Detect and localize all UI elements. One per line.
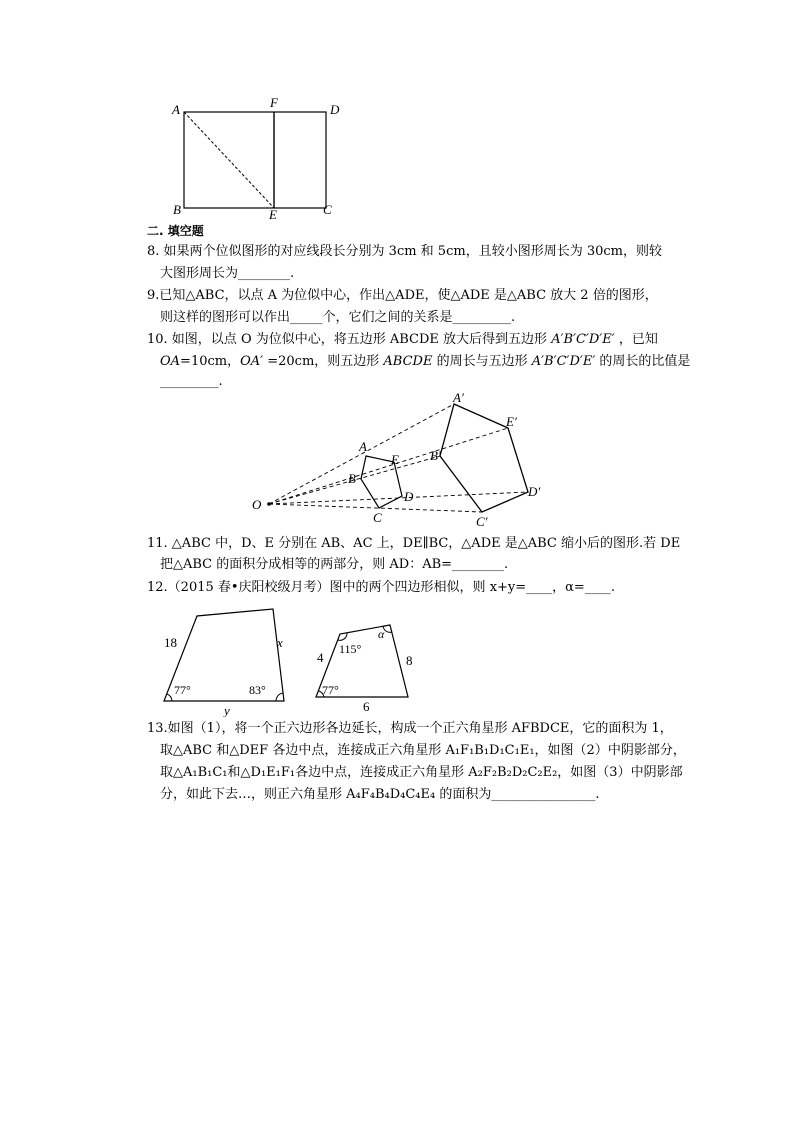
right-side-6: 6 <box>363 699 370 714</box>
label-b-prime: B′ <box>430 448 441 463</box>
label-b: B <box>173 202 181 217</box>
q10-line2-g: A′B′C′D′E′ <box>531 354 596 369</box>
label-o: O <box>252 497 262 512</box>
label-d-prime: D′ <box>528 484 541 499</box>
q13-line4: 分，如此下去…，则正六角星形 A₄F₄B₄D₄C₄E₄ 的面积为________________. <box>160 787 600 802</box>
q10-line2-b: =10cm， <box>180 354 241 369</box>
q10-line2-a: OA <box>160 354 181 369</box>
left-side-x: x <box>277 635 283 650</box>
q10-line1-c: ，已知 <box>618 332 658 347</box>
q10-line2 <box>160 353 690 371</box>
section-heading: 二. 填空题 <box>147 224 204 238</box>
right-side-8: 8 <box>406 653 413 668</box>
q10-line2-f: 的周长与五边形 <box>432 354 532 369</box>
q9-line2: 则这样的图形可以作出_____个，它们之间的关系是_________. <box>160 310 516 325</box>
q13-line1: 13.如图（1），将一个正六边形各边延长，构成一个正六角星形 AFBDCE，它的面积为 1， <box>147 721 673 736</box>
similar-quadrilaterals-figure <box>150 605 430 717</box>
pentagon-homothety-figure <box>240 388 580 533</box>
label-d: D <box>330 102 340 117</box>
q10-line1-a: 10. 如图，以点 O 为位似中心，将五边形 ABCDE 放大后得到五边形 <box>147 332 548 347</box>
label-f: F <box>270 95 278 110</box>
q10-line1 <box>147 331 658 349</box>
right-angle-115: 115° <box>339 642 362 656</box>
label-a: A <box>172 102 180 117</box>
q12-line1: 12.（2015 春•庆阳校级月考）图中的两个四边形相似，则 x+y=____，α=____. <box>147 580 615 595</box>
q9-line1: 9.已知△ABC，以点 A 为位似中心，作出△ADE，使△ADE 是△ABC 放大 2 倍的图形， <box>147 288 658 303</box>
q10-line3: _________. <box>160 374 223 389</box>
rectangle-figure <box>165 92 355 222</box>
q8-line1: 8. 如果两个位似图形的对应线段长分别为 3cm 和 5cm，且较小图形周长为 30cm，则较 <box>147 244 662 259</box>
label-b-small: B <box>348 471 356 486</box>
label-a-small: A <box>359 439 367 454</box>
left-side-y: y <box>224 703 230 717</box>
q10-line2-c: OA′ <box>240 354 264 369</box>
q10-line2-h: 的周长的比值是 <box>595 354 691 369</box>
label-c-small: C <box>373 510 382 525</box>
q13-line3: 取△A₁B₁C₁和△D₁E₁F₁各边中点，连接成正六角星形 A₂F₂B₂D₂C₂E₂，如图（3）中阴影部 <box>160 765 683 780</box>
label-e-small: E <box>391 452 399 467</box>
q11-line1: 11. △ABC 中，D、E 分别在 AB、AC 上，DE∥BC，△ADE 是△ABC 缩小后的图形.若 DE <box>147 536 681 551</box>
label-c: C <box>323 202 332 217</box>
q11-line2: 把△ABC 的面积分成相等的两部分，则 AD：AB=________. <box>160 557 509 572</box>
q10-line2-e: ABCDE <box>383 354 433 369</box>
right-side-4: 4 <box>317 650 324 665</box>
q13-line2: 取△ABC 和△DEF 各边中点，连接成正六角星形 A₁F₁B₁D₁C₁E₁，如图（2）中阴影部分， <box>160 743 686 758</box>
q10-line2-d: =20cm，则五边形 <box>263 354 384 369</box>
label-e: E <box>269 207 277 222</box>
label-e-prime: E′ <box>506 414 517 429</box>
q8-line2: 大图形周长为________. <box>160 266 295 281</box>
label-a-prime: A′ <box>453 390 464 405</box>
left-angle-77: 77° <box>174 683 191 697</box>
q10-line1-b: A′B′C′D′E′ <box>551 332 615 347</box>
label-d-small: D <box>404 489 414 504</box>
left-angle-83: 83° <box>249 683 266 697</box>
left-side-18: 18 <box>164 635 177 650</box>
right-angle-alpha: α <box>378 627 385 641</box>
label-c-prime: C′ <box>476 514 488 529</box>
right-angle-77: 77° <box>322 683 339 697</box>
